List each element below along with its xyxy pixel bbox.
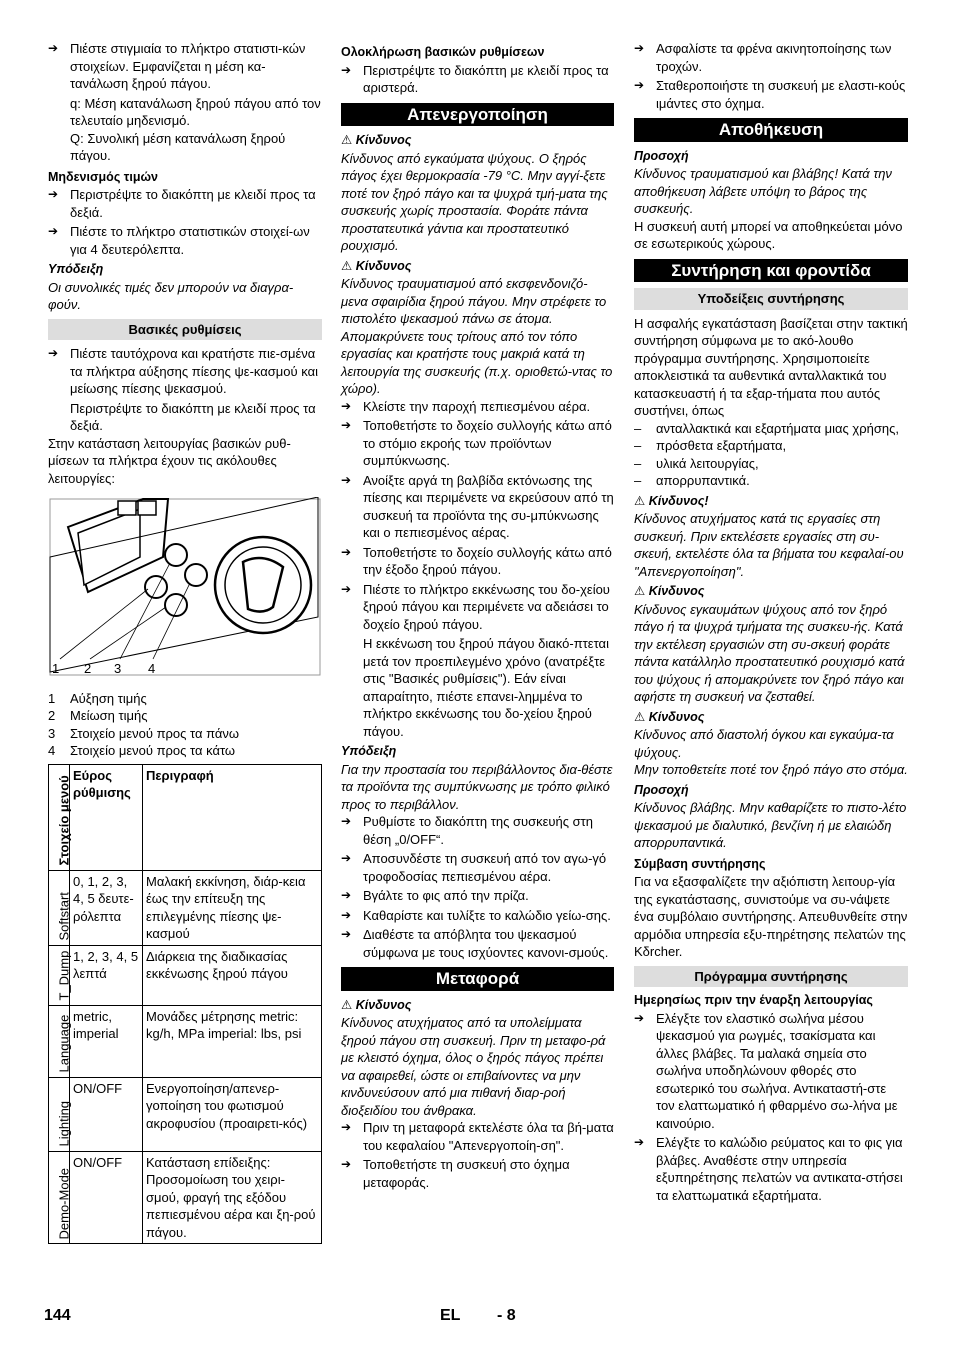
- arrow-icon: ➔: [341, 888, 352, 902]
- legend-number: 3: [48, 725, 56, 741]
- caution-heading: Προσοχή: [634, 148, 689, 163]
- shutdown-heading: Απενεργοποίηση: [341, 103, 614, 127]
- basic-settings-text: Στην κατάσταση λειτουργίας βασικών ρυθ-μίσεων τα πλήκτρα έχουν τις ακόλουθες λειτουργίες:: [48, 435, 291, 486]
- desc-cell: Διάρκεια της διαδικασίας εκκένωσης ξηρού πάγου: [143, 945, 322, 1005]
- danger-text: Κίνδυνος ατυχήματος από τα υπολείμματα ξηρού πάγου στη συσκευή. Πριν τη μεταφο-ρά με κλειστό όχημα, όλος ο ξηρός πάγος πρέπει να αφαιρεθεί, ώστε οι επιβαίνοντες να μην κινδυνεύσουν από μια πιθανή διαρ-ροή διοξειδίου του άνθρακα.: [341, 1015, 606, 1118]
- table-header-range: Εύρος ρύθμισης: [70, 764, 143, 870]
- table-header-menu: Στοιχείο μενού: [56, 775, 72, 866]
- shutdown-step: Ανοίξτε αργά τη βαλβίδα εκτόνωσης της πίεσης και περιμένετε να εκρεύσουν από τη συσκευή τα προϊόντα της συ-μπύκνωσης και ο πεπιεσμένος αέρας.: [363, 472, 614, 540]
- diagram-label: 4: [148, 661, 156, 676]
- range-cell: ON/OFF: [70, 1077, 143, 1151]
- shutdown-step: Κλείστε την παροχή πεπιεσμένου αέρα.: [363, 398, 591, 414]
- arrow-icon: ➔: [634, 41, 645, 55]
- dash-icon: –: [634, 473, 642, 488]
- reset-heading: Μηδενισμός τιμών: [48, 169, 159, 184]
- danger-heading: ⚠ Κίνδυνος: [634, 583, 908, 601]
- section-page: - 8: [497, 1307, 516, 1324]
- arrow-icon: ➔: [341, 927, 352, 941]
- danger-heading: ⚠ Κίνδυνος: [341, 997, 614, 1015]
- hint-heading: Υπόδειξη: [341, 744, 397, 758]
- arrow-icon: ➔: [341, 1157, 352, 1171]
- caution-heading: Προσοχή: [634, 782, 689, 797]
- settings-table: [48, 764, 322, 1245]
- arrow-icon: ➔: [341, 62, 352, 77]
- table-row: [49, 1077, 322, 1151]
- danger-heading: ⚠ Κίνδυνος: [634, 709, 908, 727]
- arrow-icon: ➔: [341, 1120, 352, 1134]
- dash-icon: –: [634, 455, 642, 471]
- arrow-icon: ➔: [634, 1010, 645, 1025]
- arrow-icon: ➔: [341, 472, 352, 487]
- finish-heading: Ολοκλήρωση βασικών ρυθμίσεων: [341, 45, 545, 59]
- arrow-icon: ➔: [341, 544, 352, 559]
- daily-heading: Ημερησίως πριν την έναρξη λειτουργίας: [634, 993, 873, 1007]
- diagram-label: 1: [52, 661, 60, 676]
- transport-step: Πριν τη μεταφορά εκτελέστε όλα τα βή-ματα του κεφαλαίου "Απενεργοποίη-ση".: [363, 1120, 614, 1153]
- maintenance-text: Η ασφαλής εγκατάσταση βασίζεται στην τακτική συντήρηση σύμφωνα με το ακό-λουθο πρόγραμμα συντήρησης. Χρησιμοποιείτε αποκλειστικά τα αυθεντικά ανταλλακτικά του κατασκευαστή ή τα εξαρ-τήματα που αυτός συστήνει, όπως: [634, 315, 908, 418]
- range-cell: metric, imperial: [70, 1005, 143, 1077]
- desc-cell: Κατάσταση επίδειξης: Προσομοίωση του χειρι-σμού, φραγή της εξόδου πεπιεσμένου αέρα και ξη-ρού πάγου.: [143, 1151, 322, 1244]
- caution-text: Κίνδυνος τραυματισμού και βλάβης! Κατά την αποθήκευση λάβετε υπόψη το βάρος της συσκευής.: [634, 166, 892, 216]
- table-row: [49, 1005, 322, 1077]
- finish-step: Περιστρέψτε το διακόπτη με κλειδί προς τα αριστερά.: [363, 62, 609, 95]
- shutdown-step: Τοποθετήστε το δοχείο συλλογής κάτω από το στόμιο εκροής των προϊόντων συμπύκνωσης.: [363, 418, 612, 468]
- danger-text: Κίνδυνος εγκαυμάτων ψύχους από τον ξηρό πάγο ή τα ψυχρά τμήματα της συσκευ-ής. Κατά την εκτέλεση εργασιών στη συ-σκευή φοράτε πάντα κατάλληλο προστατευτικό ρουχισμό κατά του ψύχους ή απομακρύνετε τον ξηρό πάγο και αφήστε τη συσκευή να ζεσταθεί.: [634, 601, 905, 704]
- hint-text: Οι συνολικές τιμές δεν μπορούν να διαγρα-φούν.: [48, 279, 294, 312]
- arrow-icon: ➔: [341, 398, 352, 413]
- legend-number: 1: [48, 690, 56, 706]
- control-panel-diagram: [48, 497, 322, 677]
- danger-heading: ⚠ Κίνδυνος: [341, 132, 614, 150]
- transport-step: Σταθεροποιήστε τη συσκευή με ελαστι-κούς ιμάντες στο όχημα.: [656, 78, 906, 111]
- q-note: q: Μέση κατανάλωση ξηρού πάγου από τον τελευταίο μηδενισμό.: [70, 95, 321, 128]
- contract-text: Για να εξασφαλίζετε την αξιόπιστη λειτουρ-γία της εγκατάστασης, συνιστούμε να συ-νάψετε ένα συμβόλαιο συντήρησης. Απευθυνθείτε στην αρμόδια υπηρεσία εξυ-πηρέτησης πελατών της Kδrcher.: [634, 874, 908, 959]
- shutdown-step: Καθαρίστε και τυλίξτε το καλώδιο γείω-σης.: [363, 907, 611, 923]
- arrow-icon: ➔: [341, 581, 352, 596]
- shutdown-step: Τοποθετήστε το δοχείο συλλογής κάτω από την έξοδο ξηρού πάγου.: [363, 544, 612, 577]
- transport-step: Τοποθετήστε τη συσκευή στο όχημα μεταφοράς.: [363, 1157, 570, 1190]
- shutdown-step: Πιέστε το πλήκτρο εκκένωσης του δο-χείου ξηρού πάγου και περιμένετε να αδειάσει το δοχείο ξηρού πάγου.: [363, 581, 610, 632]
- storage-text: Η συσκευή αυτή μπορεί να αποθηκεύεται μόνο σε εσωτερικούς χώρους.: [634, 218, 903, 251]
- legend-number: 4: [48, 743, 56, 758]
- arrow-icon: ➔: [634, 1135, 645, 1149]
- reset-step-2: Πιέστε το πλήκτρο στατιστικών στοιχεί-ων για 4 δευτερόλεπτα.: [70, 224, 310, 257]
- legend-text: Στοιχείο μενού προς τα πάνω: [70, 725, 240, 741]
- contract-heading: Σύμβαση συντήρησης: [634, 856, 766, 871]
- table-row: [49, 1151, 322, 1244]
- arrow-icon: ➔: [48, 224, 59, 238]
- Q-note: Q: Συνολική μέση κατανάλωση ξηρού πάγου.: [70, 130, 286, 163]
- column-3: [634, 40, 908, 1206]
- dash-item: απορρυπαντικά.: [656, 473, 750, 488]
- menu-item: Demo-Mode: [56, 1167, 72, 1239]
- table-row: [49, 870, 322, 945]
- range-cell: 0, 1, 2, 3, 4, 5 δευτε-ρόλεπτα: [70, 870, 143, 945]
- menu-item: Lighting: [56, 1100, 72, 1147]
- arrow-icon: ➔: [341, 418, 352, 432]
- dash-icon: –: [634, 438, 642, 453]
- danger-heading: ⚠ Κίνδυνος!: [634, 493, 908, 511]
- dash-item: πρόσθετα εξαρτήματα,: [656, 438, 787, 453]
- column-1: [48, 40, 322, 1244]
- arrow-icon: ➔: [48, 41, 59, 55]
- statistics-step: Πιέστε στιγμιαία το πλήκτρο στατιστι-κών στοιχείων. Εμφανίζεται η μέση κα-τανάλωση ξηρού πάγου.: [70, 41, 306, 91]
- desc-cell: Μονάδες μέτρησης metric: kg/h, MPa imperial: lbs, psi: [143, 1005, 322, 1077]
- shutdown-step: Βγάλτε το φις από την πρίζα.: [363, 888, 529, 903]
- danger-text: Κίνδυνος τραυματισμού από εκσφενδονιζό-μενα σφαιρίδια ξηρού πάγου. Μην στρέφετε το πιστολέτο ψεκασμού πάνω σε άτομα. Απομακρύνετε τους τρίτους από τον τόπο εργασίας και κρατήστε τους μακριά κατά τη λειτουργία της συσκευής (π.χ. οριοθετώ-ντας το χώρο).: [341, 276, 613, 396]
- arrow-icon: ➔: [634, 78, 645, 92]
- legend-text: Αύξηση τιμής: [70, 690, 147, 706]
- maintenance-hints-heading: Υποδείξεις συντήρησης: [634, 288, 908, 310]
- page-number: 144: [44, 1307, 71, 1324]
- danger-text: Κίνδυνος από διαστολή όγκου και εγκαύμα-τα ψύχους.: [634, 727, 894, 760]
- basic-settings-heading: Βασικές ρυθμίσεις: [48, 319, 322, 341]
- menu-item: Softstart: [56, 892, 72, 941]
- maintenance-heading: Συντήρηση και φροντίδα: [634, 259, 908, 283]
- diagram-label: 2: [84, 661, 92, 676]
- range-cell: ON/OFF: [70, 1151, 143, 1244]
- danger-text: Μην τοποθετείτε ποτέ τον ξηρό πάγο στο στόμα.: [634, 762, 908, 777]
- range-cell: 1, 2, 3, 4, 5 λεπτά: [70, 945, 143, 1005]
- diagram-label: 3: [114, 661, 122, 676]
- daily-step: Ελέγξτε τον ελαστικό σωλήνα μέσου ψεκασμού για ρωγμές, τσακίσματα και άλλες βλάβες. Τα μαλακά σημεία στο σωλήνα υποδηλώνουν φθορές στο εσωτερικό του σωλήνα. Αντικαταστή-στε τον ελαττωματικό ή φθαρμένο σω-λήνα με καινούριο.: [656, 1010, 898, 1131]
- storage-heading: Αποθήκευση: [634, 118, 908, 142]
- shutdown-step: Αποσυνδέστε τη συσκευή από τον αγω-γό τροφοδοσίας πεπιεσμένου αέρα.: [363, 851, 607, 884]
- daily-step: Ελέγξτε το καλώδιο ρεύματος και το φις για βλάβες. Αναθέστε στην υπηρεσία εξυπηρέτησης πελατών να αντικατα-στήσει τα ελαττωματικά εξαρτήματα.: [656, 1135, 903, 1203]
- arrow-icon: ➔: [341, 814, 352, 828]
- shutdown-step: Διαθέστε τα απόβλητα του ψεκασμού σύμφωνα με τους ισχύοντες κανονι-σμούς.: [363, 927, 609, 960]
- reset-step-1: Περιστρέψτε το διακόπτη με κλειδί προς τα δεξιά.: [70, 187, 316, 220]
- arrow-icon: ➔: [48, 346, 59, 360]
- table-row: [49, 945, 322, 1005]
- danger-text: Κίνδυνος από εγκαύματα ψύχους. Ο ξηρός πάγος έχει θερμοκρασία -79 °C. Μην αγγί-ξετε ποτέ τον ξηρό πάγο και τα ψυχρά τμή-ματα της συσκευής χωρίς προστασία. Φοράτε πάντα προστατευτικά γάντια και προστατευτικό ρουχισμό.: [341, 150, 608, 253]
- shutdown-step: Ρυθμίστε το διακόπτη της συσκευής στη θέση „0/OFF“.: [363, 814, 594, 847]
- transport-heading: Μεταφορά: [341, 967, 614, 991]
- legend-text: Μείωση τιμής: [70, 708, 148, 723]
- arrow-icon: ➔: [48, 187, 59, 201]
- desc-cell: Μαλακή εκκίνηση, διάρ-κεια έως την επίτευξη της επιλεγμένης πίεσης ψε-κασμού: [143, 870, 322, 945]
- table-header-desc: Περιγραφή: [143, 764, 322, 870]
- menu-item: T_Dump: [56, 950, 72, 1001]
- danger-text: Κίνδυνος ατυχήματος κατά τις εργασίες στη συσκευή. Πριν εκτελέσετε εργασίες στη συ-σκευή, εκτελέστε όλα τα βήματα του κεφαλαί-ου "Απενεργοποίηση".: [634, 511, 904, 579]
- dash-icon: –: [634, 420, 642, 436]
- hint-text: Για την προστασία του περιβάλλοντος δια-θέστε τα προϊόντα της συμπύκνωσης με τρόπο φιλικό προς το περιβάλλον.: [341, 761, 613, 812]
- desc-cell: Ενεργοποίηση/απενερ-γοποίηση του φωτισμού ακροφυσίου (προαιρετι-κός): [143, 1077, 322, 1151]
- hint-heading: Υπόδειξη: [48, 262, 104, 276]
- arrow-icon: ➔: [341, 907, 352, 922]
- column-2: [341, 40, 614, 1193]
- legend-text: Στοιχείο μενού προς τα κάτω: [70, 743, 236, 758]
- basic-step-1: Πιέστε ταυτόχρονα και κρατήστε πιε-σμένα τα πλήκτρα αύξησης πίεσης ψε-κασμού και μείωσης πίεσης ψεκασμού.: [70, 346, 318, 396]
- menu-item: Language: [56, 1014, 72, 1073]
- danger-heading: ⚠ Κίνδυνος: [341, 258, 614, 276]
- language-code: EL: [440, 1307, 461, 1324]
- caution-text: Κίνδυνος βλάβης. Μην καθαρίζετε το πιστο-λέτο ψεκασμού με διαλυτικό, βενζίνη ή με ελαιώδη απορρυπαντικά.: [634, 800, 907, 850]
- dash-item: ανταλλακτικά και εξαρτήματα μιας χρήσης,: [656, 420, 899, 436]
- dash-item: υλικά λειτουργίας,: [656, 455, 759, 471]
- arrow-icon: ➔: [341, 851, 352, 865]
- transport-step: Ασφαλίστε τα φρένα ακινητοποίησης των τροχών.: [656, 41, 892, 74]
- basic-step-1b: Περιστρέψτε το διακόπτη με κλειδί προς τα δεξιά.: [70, 400, 316, 433]
- empty-note: Η εκκένωση του ξηρού πάγου διακό-πτεται μετά τον προεπιλεγμένο χρόνο (ανατρέξτε στις "Βασικές ρυθμίσεις"). Εάν είναι απαραίτητο, πιέστε επανει-λημμένα το πλήκτρο εκκένωσης του δο-χείου ξηρού πάγου.: [363, 636, 609, 739]
- legend-number: 2: [48, 708, 56, 723]
- program-heading: Πρόγραμμα συντήρησης: [634, 966, 908, 988]
